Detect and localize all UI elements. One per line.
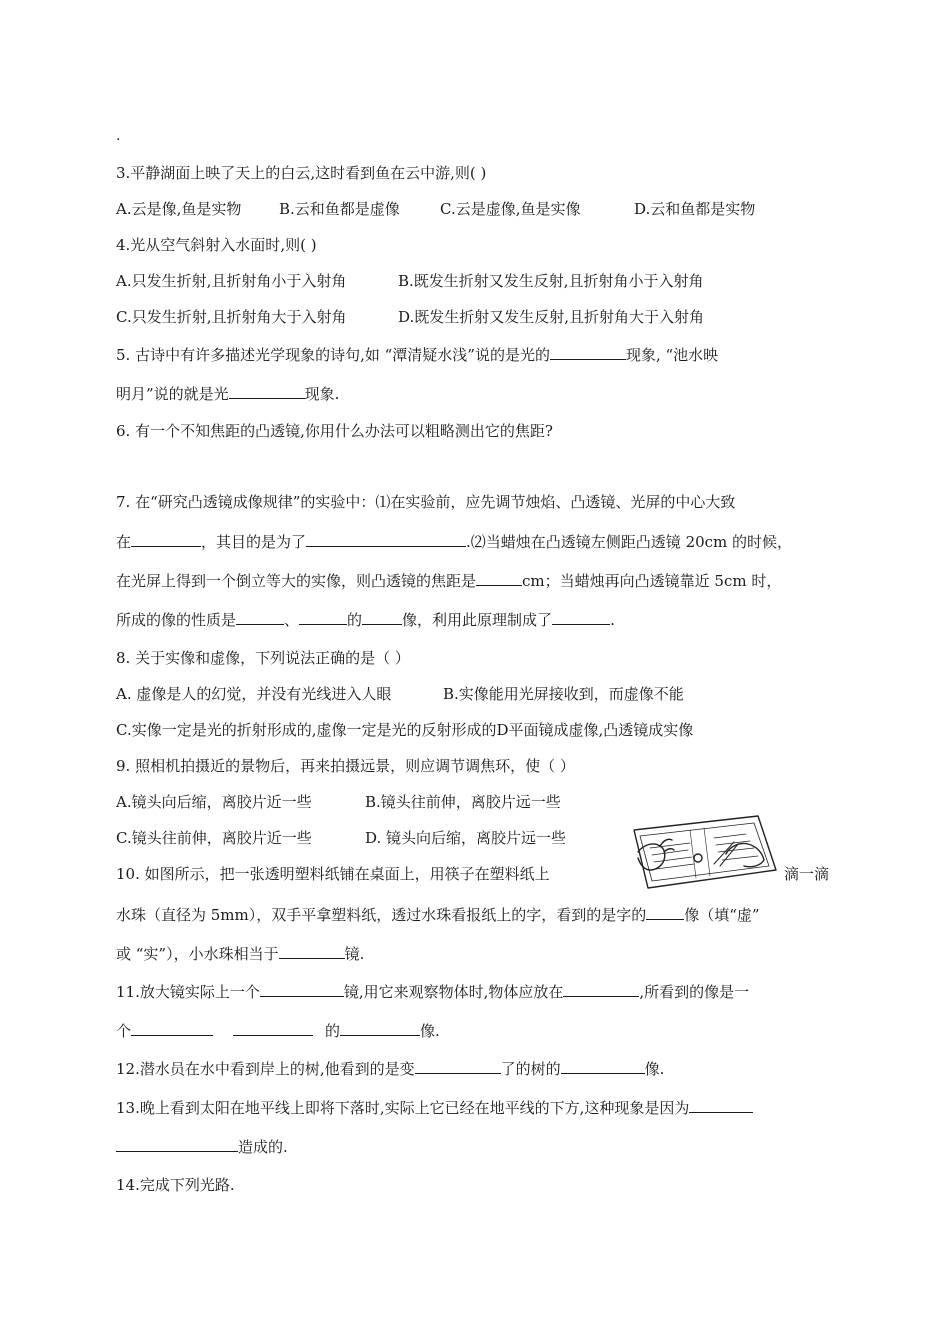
q7-blank-1[interactable] [131, 531, 201, 547]
q13-line-2 [116, 1136, 288, 1157]
q13-text-1: 13.晚上看到太阳在地平线上即将下落时,实际上它已经在地平线的下方,这种现象是因为 [116, 1099, 690, 1117]
q7-blank-3[interactable] [476, 570, 522, 586]
q7-line-1: 7. 在“研究凸透镜成像规律”的实验中：⑴在实验前，应先调节烛焰、凸透镜、光屏的中心大致 [116, 493, 736, 511]
q10-text-2a: 水珠（直径为 5mm），双手平拿塑料纸，透过水珠看报纸上的字，看到的是字的 [116, 906, 647, 924]
q10-line-2 [116, 904, 760, 925]
q10-text-3a: 或 “实”），小水珠相当于 [116, 945, 279, 963]
q5-line-2 [116, 383, 339, 404]
q10-line-1-right: 滴一滴 [784, 865, 830, 883]
q7-text-3a: 在光屏上得到一个倒立等大的实像，则凸透镜的焦距是 [116, 572, 477, 590]
q5-blank-1[interactable] [550, 344, 626, 360]
q11-text-2b: 的 [325, 1022, 341, 1040]
q9-option-c: C.镜头往前伸，离胶片近一些 [116, 829, 312, 847]
q7-line-2 [116, 531, 792, 552]
q11-blank-5[interactable] [340, 1020, 420, 1036]
q10-blank-2[interactable] [279, 943, 345, 959]
q11-blank-1[interactable] [260, 981, 344, 997]
q5-blank-2[interactable] [229, 383, 305, 399]
q5-text-4: 现象. [304, 385, 340, 403]
q11-text-1c: ,所看到的像是一 [639, 983, 750, 1001]
q14-stem: 14.完成下列光路. [116, 1176, 235, 1194]
q3-option-c: C.云是虚像,鱼是实像 [440, 200, 581, 218]
q7-line-3 [116, 570, 781, 591]
q3-stem: 3.平静湖面上映了天上的白云,这时看到鱼在云中游,则( ) [116, 164, 487, 182]
q9-option-b: B.镜头往前伸，离胶片远一些 [365, 793, 561, 811]
q4-stem: 4.光从空气斜射入水面时,则( ) [116, 236, 317, 254]
q13-line-1 [116, 1097, 753, 1118]
q12-text-a: 12.潜水员在水中看到岸上的树,他看到的是变 [116, 1060, 415, 1078]
q7-text-2b: ，其目的是为了 [201, 533, 307, 551]
q4-option-c: C.只发生折射,且折射角大于入射角 [116, 308, 347, 326]
q11-blank-2[interactable] [563, 981, 639, 997]
q7-text-4b: 、 [284, 611, 300, 629]
q11-line-2 [116, 1020, 440, 1041]
q10-text-2b: 像（填“虚” [684, 906, 760, 924]
q4-option-d: D.既发生折射又发生反射,且折射角大于入射角 [398, 308, 705, 326]
q7-text-4d: 像，利用此原理制成了 [402, 611, 553, 629]
q5-text-3: 明月”说的就是光 [116, 385, 229, 403]
q3-option-d: D.云和鱼都是实物 [634, 200, 756, 218]
q10-blank-1[interactable] [646, 904, 684, 920]
q4-option-b: B.既发生折射又发生反射,且折射角小于入射角 [398, 272, 704, 290]
q11-text-2a: 个 [116, 1022, 132, 1040]
q10-line-1: 10. 如图所示，把一张透明塑料纸铺在桌面上，用筷子在塑料纸上 [116, 865, 550, 883]
q11-text-2c: 像. [420, 1022, 440, 1040]
q8-option-a: A. 虚像是人的幻觉，并没有光线进入人眼 [116, 685, 392, 703]
q10-text-3b: 镜. [344, 945, 365, 963]
hands-holding-plastic-sheet-illustration [630, 808, 780, 892]
q5-text-2: 现象, “池水映 [625, 346, 719, 364]
q11-blank-4[interactable] [233, 1020, 313, 1036]
q12-line [116, 1058, 664, 1079]
q7-line-4 [116, 609, 615, 630]
q7-blank-6[interactable] [362, 609, 402, 625]
q7-text-2a: 在 [116, 533, 132, 551]
plastic-sheet-figure [630, 808, 780, 892]
q11-text-1b: 镜,用它来观察物体时,物体应放在 [343, 983, 564, 1001]
q7-text-4e: . [610, 611, 615, 629]
q10-line-3 [116, 943, 364, 964]
q7-text-2c: .⑵当蜡烛在凸透镜左侧距凸透镜 20cm 的时候， [466, 533, 793, 551]
q3-option-a: A.云是像,鱼是实物 [116, 200, 242, 218]
q12-blank-1[interactable] [415, 1058, 501, 1074]
q12-blank-2[interactable] [561, 1058, 645, 1074]
q5-line-1 [116, 344, 718, 365]
q7-blank-4[interactable] [236, 609, 284, 625]
q4-option-a: A.只发生折射,且折射角小于入射角 [116, 272, 347, 290]
q7-text-3b: cm；当蜡烛再向凸透镜靠近 5cm 时， [522, 572, 782, 590]
page-dot: . [116, 128, 121, 144]
q7-blank-2[interactable] [306, 531, 466, 547]
q11-text-1a: 11.放大镜实际上一个 [116, 983, 260, 1001]
q13-blank-2[interactable] [116, 1136, 238, 1152]
q5-text-1: 5. 古诗中有许多描述光学现象的诗句,如 “潭清疑水浅”说的是光的 [116, 346, 550, 364]
q9-option-d: D. 镜头向后缩，离胶片远一些 [365, 829, 567, 847]
q9-stem: 9. 照相机拍摄近的景物后，再来拍摄远景，则应调节调焦环，使（ ） [116, 757, 575, 775]
q11-line-1 [116, 981, 749, 1002]
q7-blank-7[interactable] [552, 609, 610, 625]
q7-blank-5[interactable] [299, 609, 347, 625]
q3-option-b: B.云和鱼都是虚像 [279, 200, 400, 218]
q13-text-2: 造成的. [238, 1138, 288, 1156]
q13-blank-1[interactable] [689, 1097, 753, 1113]
q12-text-b: 了的树的 [500, 1060, 561, 1078]
q9-option-a: A.镜头向后缩，离胶片近一些 [116, 793, 312, 811]
q8-option-cd: C.实像一定是光的折射形成的,虚像一定是光的反射形成的D平面镜成虚像,凸透镜成实像 [116, 721, 694, 739]
q11-blank-3[interactable] [131, 1020, 213, 1036]
q8-option-b: B.实像能用光屏接收到，而虚像不能 [443, 685, 684, 703]
q8-stem: 8. 关于实像和虚像，下列说法正确的是（ ） [116, 649, 410, 667]
q7-text-4a: 所成的像的性质是 [116, 611, 237, 629]
q12-text-c: 像. [644, 1060, 665, 1078]
q6-stem: 6. 有一个不知焦距的凸透镜,你用什么办法可以粗略测出它的焦距? [116, 422, 553, 440]
q7-text-4c: 的 [347, 611, 363, 629]
